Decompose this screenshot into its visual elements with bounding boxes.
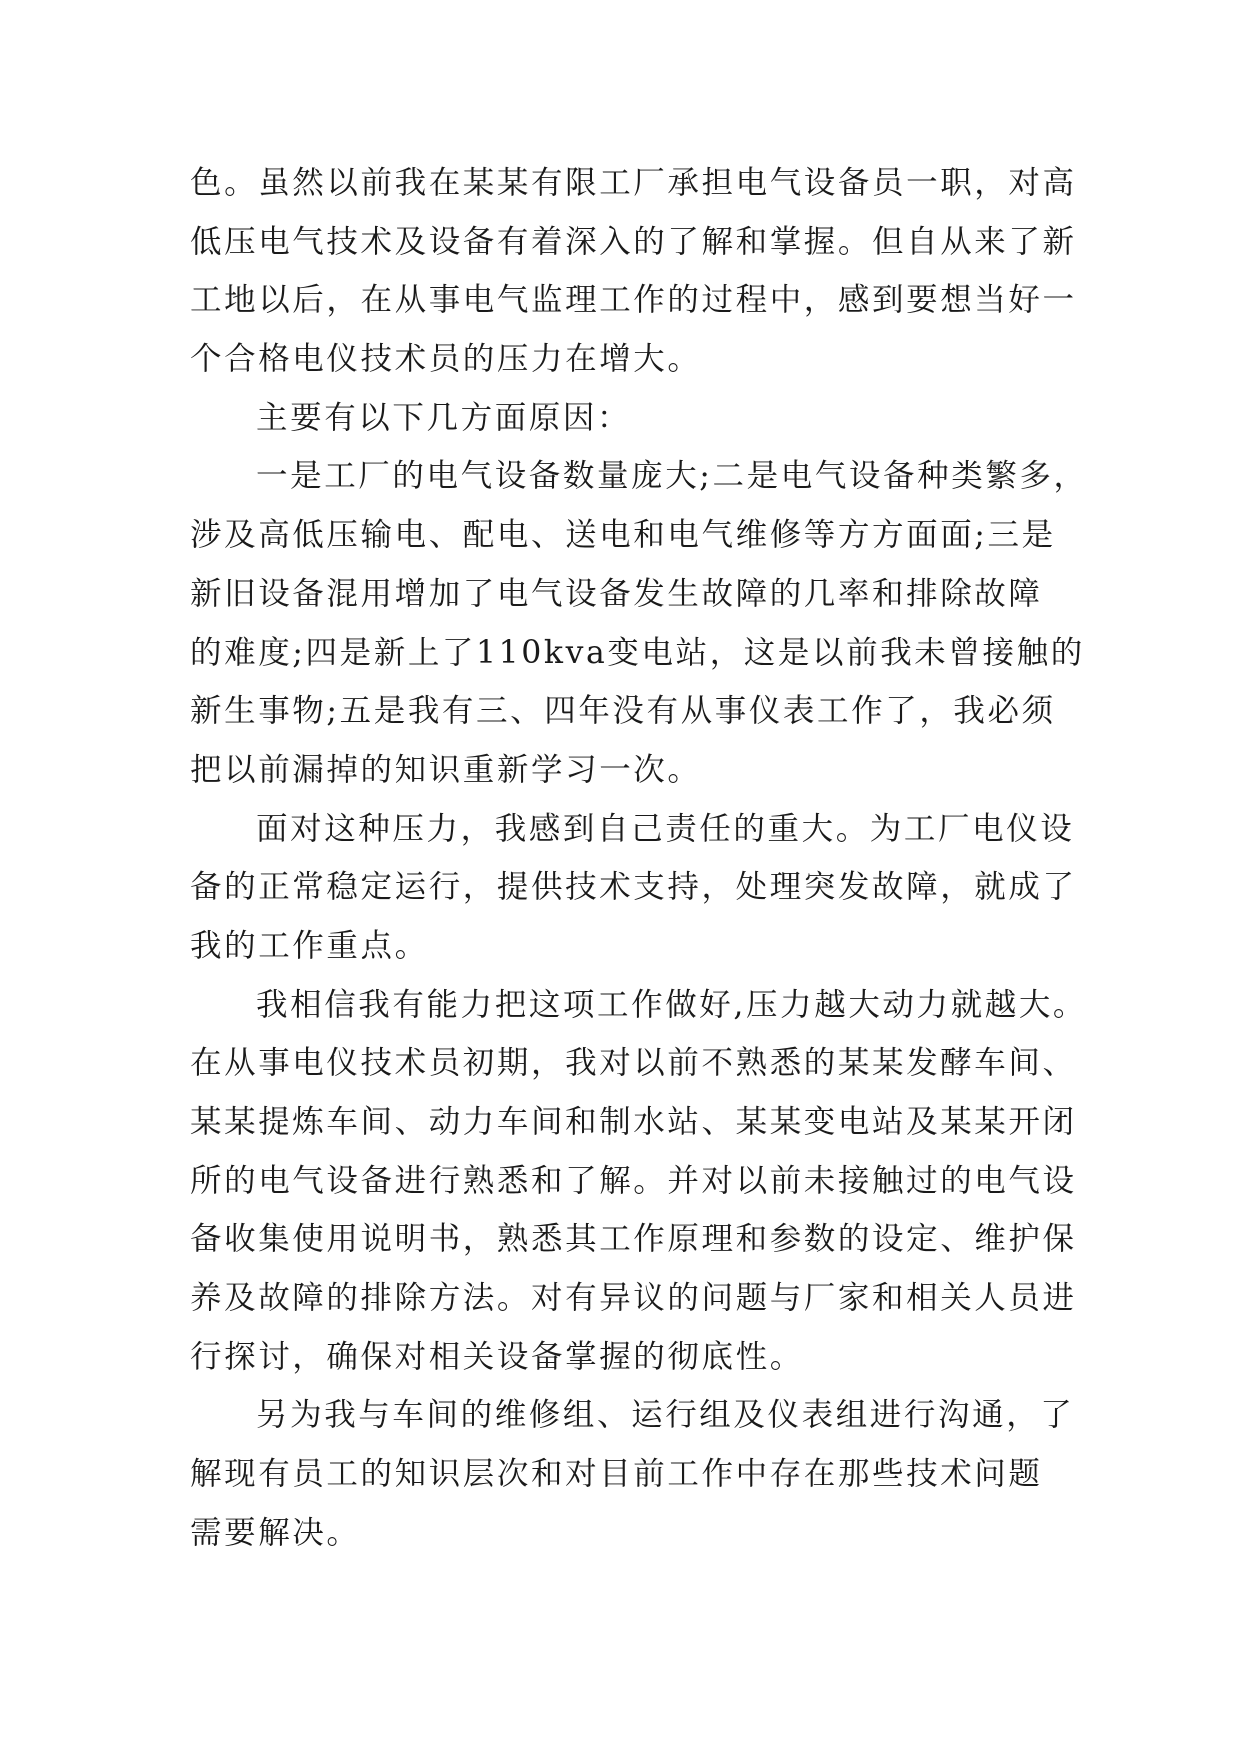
text-line: 需要解决。 [190, 1514, 361, 1551]
text-line: 备的正常稳定运行，提供技术支持，处理突发故障，就成了 [190, 869, 1077, 906]
text-line: 的难度;四是新上了110kva变电站，这是以前我未曾接触的 [190, 634, 1085, 671]
text-line: 个合格电仪技术员的压力在增大。 [190, 341, 702, 378]
paragraph-start-line: 主要有以下几方面原因： [256, 399, 632, 436]
paragraph-start-line: 一是工厂的电气设备数量庞大;二是电气设备种类繁多， [256, 458, 1088, 495]
text-line: 所的电气设备进行熟悉和了解。并对以前未接触过的电气设 [190, 1162, 1077, 1199]
document-body [190, 154, 1088, 1563]
text-line: 备收集使用说明书，熟悉其工作原理和参数的设定、维护保 [190, 1221, 1077, 1258]
text-line: 涉及高低压输电、配电、送电和电气维修等方方面面;三是 [190, 517, 1056, 554]
text-line: 养及故障的排除方法。对有异议的问题与厂家和相关人员进 [190, 1280, 1077, 1317]
text-line: 新生事物;五是我有三、四年没有从事仪表工作了，我必须 [190, 693, 1056, 730]
paragraph-start-line: 我相信我有能力把这项工作做好,压力越大动力就越大。 [256, 986, 1088, 1023]
text-line: 行探讨，确保对相关设备掌握的彻底性。 [190, 1338, 804, 1375]
text-line: 把以前漏掉的知识重新学习一次。 [190, 751, 702, 788]
text-line: 我的工作重点。 [190, 927, 429, 964]
text-line: 低压电气技术及设备有着深入的了解和掌握。但自从来了新 [190, 223, 1077, 260]
paragraph-start-line: 面对这种压力，我感到自己责任的重大。为工厂电仪设 [256, 810, 1075, 847]
text-line: 色。虽然以前我在某某有限工厂承担电气设备员一职，对高 [190, 165, 1077, 201]
text-line: 新旧设备混用增加了电气设备发生故障的几率和排除故障 [190, 575, 1043, 612]
text-line: 在从事电仪技术员初期，我对以前不熟悉的某某发酵车间、 [190, 1045, 1077, 1082]
text-line: 解现有员工的知识层次和对目前工作中存在那些技术问题 [190, 1456, 1043, 1493]
paragraph-start-line: 另为我与车间的维修组、运行组及仪表组进行沟通，了 [256, 1397, 1075, 1434]
text-line: 工地以后，在从事电气监理工作的过程中，感到要想当好一 [190, 282, 1077, 319]
text-line: 某某提炼车间、动力车间和制水站、某某变电站及某某开闭 [190, 1104, 1077, 1140]
